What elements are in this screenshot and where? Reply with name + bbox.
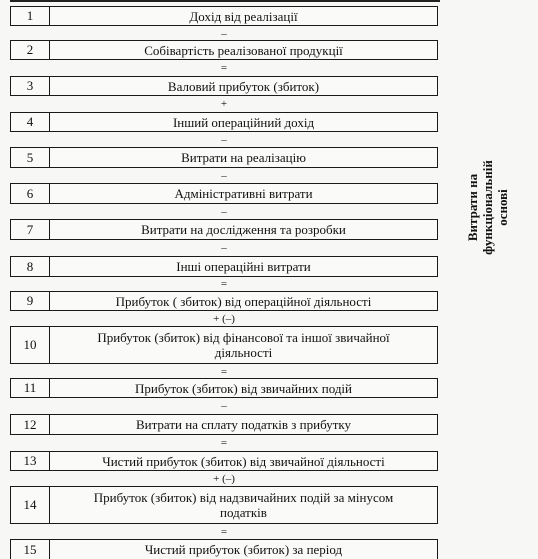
row-number: 10 (11, 327, 50, 363)
row-number: 11 (11, 379, 50, 397)
statement-row-10 (10, 326, 438, 364)
operator-11-12: – (221, 400, 227, 412)
row-label: Чистий прибуток (збиток) від звичайної діяльності (102, 453, 385, 469)
row-number: 13 (11, 452, 50, 470)
operator-3-4: + (220, 98, 228, 110)
row-number: 15 (11, 540, 50, 559)
operator-10-11: = (220, 366, 228, 378)
operator-12-13: = (220, 437, 228, 449)
operator-1-2: – (221, 28, 227, 40)
row-label: Інший операційний дохід (172, 114, 315, 130)
row-label: Інші операційні витрати (176, 259, 311, 274)
row-label: Адміністративні витрати (174, 186, 313, 201)
statement-row-14 (10, 486, 438, 524)
row-number: 5 (11, 148, 50, 167)
row-number: 8 (11, 257, 50, 276)
statement-row-11 (10, 378, 438, 398)
row-number: 3 (11, 77, 50, 95)
row-label: Прибуток (збиток) від надзвичайних подій за мінусом податків (93, 490, 394, 520)
row-number: 12 (11, 415, 50, 434)
operator-5-6: – (221, 170, 227, 182)
operator-2-3: = (220, 62, 228, 74)
operator-7-8: – (221, 242, 227, 254)
statement-row-4 (10, 112, 438, 132)
row-label: Прибуток (збиток) від фінансової та іншої звичайної діяльності (97, 330, 390, 360)
operator-4-5: – (221, 134, 227, 146)
statement-row-15 (10, 539, 438, 559)
top-rule (10, 0, 440, 2)
statement-row-6 (10, 183, 438, 204)
row-label: Витрати на реалізацію (181, 150, 306, 165)
row-label: Прибуток ( збиток) від операційної діяльності (115, 293, 372, 309)
row-label: Витрати на дослідження та розробки (141, 222, 346, 237)
statement-row-2 (10, 40, 438, 60)
caption-line-1: Витрати на (464, 173, 480, 241)
row-label: Прибуток (збиток) від звичайних подій (134, 380, 353, 396)
row-label: Валовий прибуток (збиток) (167, 78, 320, 94)
operator-13-14: + (–) (213, 473, 235, 485)
statement-row-7 (10, 219, 438, 240)
operator-6-7: – (221, 206, 227, 218)
row-number: 9 (11, 292, 50, 310)
operator-8-9: = (220, 278, 228, 290)
caption-line-3: основі (494, 188, 510, 226)
row-number: 2 (11, 41, 50, 59)
caption-line-2: функціональній (479, 159, 495, 255)
row-number: 7 (11, 220, 50, 239)
statement-row-5 (10, 147, 438, 168)
row-number: 4 (11, 113, 50, 131)
statement-row-1 (10, 6, 438, 26)
row-label: Дохід від реалізації (189, 8, 298, 24)
row-label: Собівартість реалізованої продукції (144, 42, 343, 58)
statement-row-12 (10, 414, 438, 435)
statement-row-8 (10, 256, 438, 277)
statement-row-13 (10, 451, 438, 471)
operator-9-10: + (–) (213, 313, 235, 325)
operator-14-15: = (220, 526, 228, 538)
functional-expenses-caption (442, 152, 532, 262)
statement-row-3 (10, 76, 438, 96)
row-number: 6 (11, 184, 50, 203)
row-number: 1 (11, 7, 50, 25)
row-label: Чистий прибуток (збиток) за період (144, 542, 343, 557)
row-label: Витрати на сплату податків з прибутку (135, 417, 352, 432)
row-number: 14 (11, 487, 50, 523)
statement-row-9 (10, 291, 438, 311)
